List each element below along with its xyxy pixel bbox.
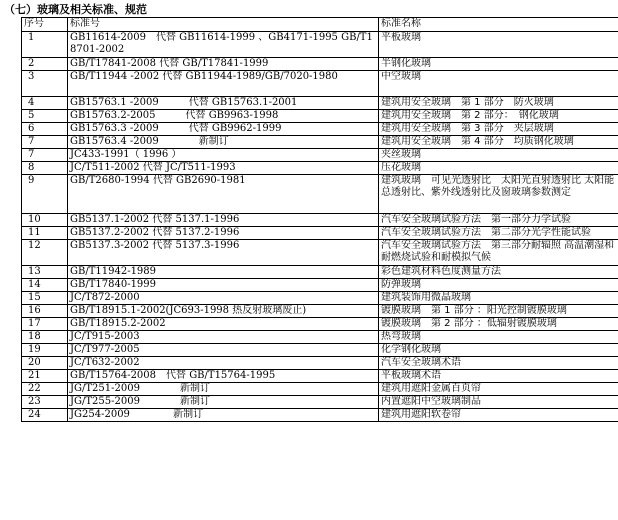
row-serial-number: 21 — [22, 370, 68, 383]
row-standard-code: JC/T511-2002 代替 JC/T511-1993 — [68, 162, 379, 175]
row-standard-code: GB15763.4 -2009 新制订 — [68, 136, 379, 149]
row-standard-name: 平板玻璃 — [379, 32, 618, 58]
table-row — [22, 240, 618, 266]
row-serial-number: 12 — [22, 240, 68, 266]
row-serial-number: 22 — [22, 383, 68, 396]
row-serial-number: 24 — [22, 409, 68, 422]
row-standard-name: 彩色建筑材料色度测量方法 — [379, 266, 618, 279]
row-standard-code: GB/T17841-2008 代替 GB/T17841-1999 — [68, 58, 379, 71]
row-serial-number: 8 — [22, 162, 68, 175]
row-standard-code: GB15763.2-2005 代替 GB9963-1998 — [68, 110, 379, 123]
row-serial-number: 1 — [22, 32, 68, 58]
row-standard-name: 建筑用遮阳软卷帘 — [379, 409, 618, 422]
table-row — [22, 227, 618, 240]
row-serial-number: 23 — [22, 396, 68, 409]
row-standard-code: GB5137.1-2002 代替 5137.1-1996 — [68, 214, 379, 227]
row-standard-name: 内置遮阳中空玻璃制品 — [379, 396, 618, 409]
table-header-row — [22, 18, 618, 32]
row-standard-code: JC/T632-2002 — [68, 357, 379, 370]
row-standard-name: 半钢化玻璃 — [379, 58, 618, 71]
row-standard-name: 压花玻璃 — [379, 162, 618, 175]
row-serial-number: 15 — [22, 292, 68, 305]
row-standard-code: GB/T2680-1994 代替 GB2690-1981 — [68, 175, 379, 214]
table-row — [22, 32, 618, 58]
row-standard-code: GB/T11944 -2002 代替 GB11944-1989/GB/7020-1980 — [68, 71, 379, 97]
table-row — [22, 214, 618, 227]
row-standard-name: 汽车安全玻璃试验方法 第三部分耐辐照 高温潮湿和耐燃烧试验和耐模拟气候 — [379, 240, 618, 266]
row-standard-name: 建筑用安全玻璃 第 1 部分 防火玻璃 — [379, 97, 618, 110]
section-title: （七）玻璃及相关标准、规范 — [4, 3, 147, 16]
row-serial-number: 19 — [22, 344, 68, 357]
row-serial-number: 9 — [22, 175, 68, 214]
row-serial-number: 6 — [22, 123, 68, 136]
standards-table — [21, 17, 618, 422]
table-row — [22, 58, 618, 71]
row-standard-code: GB15763.3 -2009 代替 GB9962-1999 — [68, 123, 379, 136]
row-standard-name: 平板玻璃术语 — [379, 370, 618, 383]
row-standard-code: JG/T251-2009 新制订 — [68, 383, 379, 396]
table-row — [22, 97, 618, 110]
row-standard-code: JG254-2009 新制订 — [68, 409, 379, 422]
table-row — [22, 110, 618, 123]
row-serial-number: 17 — [22, 318, 68, 331]
row-standard-code: GB11614-2009 代替 GB11614-1999 、GB4171-1995 GB/T18701-2002 — [68, 32, 379, 58]
row-serial-number: 2 — [22, 58, 68, 71]
table-row — [22, 292, 618, 305]
row-standard-code: GB/T18915.1-2002(JC693-1998 热反射玻璃废止) — [68, 305, 379, 318]
table-row — [22, 383, 618, 396]
row-serial-number: 3 — [22, 71, 68, 97]
table-row — [22, 266, 618, 279]
row-standard-code: GB/T17840-1999 — [68, 279, 379, 292]
row-serial-number: 5 — [22, 110, 68, 123]
row-serial-number: 7 — [22, 136, 68, 149]
table-row — [22, 149, 618, 162]
table-row — [22, 331, 618, 344]
table-row — [22, 71, 618, 97]
row-standard-name: 建筑装饰用微晶玻璃 — [379, 292, 618, 305]
row-standard-name: 化学钢化玻璃 — [379, 344, 618, 357]
table-row — [22, 123, 618, 136]
row-standard-code: GB15763.1 -2009 代替 GB15763.1-2001 — [68, 97, 379, 110]
table-row — [22, 409, 618, 422]
row-standard-code: JC/T915-2003 — [68, 331, 379, 344]
row-standard-name: 镀膜玻璃 第 1 部分 ：阳光控制镀膜玻璃 — [379, 305, 618, 318]
row-standard-code: JC433-1991（ 1996 ） — [68, 149, 379, 162]
row-standard-code: GB/T11942-1989 — [68, 266, 379, 279]
row-standard-code: GB5137.2-2002 代替 5137.2-1996 — [68, 227, 379, 240]
row-standard-name: 建筑用安全玻璃 第 4 部分 均质钢化玻璃 — [379, 136, 618, 149]
row-standard-code: GB/T15764-2008 代替 GB/T15764-1995 — [68, 370, 379, 383]
row-standard-name: 热弯玻璃 — [379, 331, 618, 344]
table-row — [22, 344, 618, 357]
row-serial-number: 20 — [22, 357, 68, 370]
table-row — [22, 396, 618, 409]
row-standard-code: JC/T872-2000 — [68, 292, 379, 305]
row-serial-number: 4 — [22, 97, 68, 110]
row-standard-name: 汽车安全玻璃试验方法 第二部分光学性能试验 — [379, 227, 618, 240]
table-row — [22, 279, 618, 292]
row-standard-name: 夹丝玻璃 — [379, 149, 618, 162]
row-standard-name: 建筑用安全玻璃 第 2 部分： 钢化玻璃 — [379, 110, 618, 123]
row-standard-name: 建筑用遮阳金属百页帘 — [379, 383, 618, 396]
row-standard-name: 汽车安全玻璃试验方法 第一部分力学试验 — [379, 214, 618, 227]
table-row — [22, 357, 618, 370]
row-standard-name: 建筑用安全玻璃 第 3 部分 夹层玻璃 — [379, 123, 618, 136]
row-standard-name: 中空玻璃 — [379, 71, 618, 97]
row-serial-number: 7 — [22, 149, 68, 162]
header-standard-name: 标准名称 — [379, 18, 618, 32]
row-standard-code: GB/T18915.2-2002 — [68, 318, 379, 331]
row-standard-code: JC/T977-2005 — [68, 344, 379, 357]
row-serial-number: 14 — [22, 279, 68, 292]
table-row — [22, 136, 618, 149]
row-standard-name: 汽车安全玻璃术语 — [379, 357, 618, 370]
table-body — [22, 32, 618, 422]
header-standard-code: 标准号 — [68, 18, 379, 32]
row-standard-name: 防弹玻璃 — [379, 279, 618, 292]
row-serial-number: 16 — [22, 305, 68, 318]
table-row — [22, 318, 618, 331]
row-standard-name: 镀膜玻璃 第 2 部分 ：低辐射镀膜玻璃 — [379, 318, 618, 331]
row-standard-name: 建筑玻璃 可见光透射比 太阳光直射透射比 太阳能总透射比、紫外线透射比及窗玻璃参数测定 — [379, 175, 618, 214]
row-serial-number: 11 — [22, 227, 68, 240]
row-serial-number: 10 — [22, 214, 68, 227]
row-serial-number: 13 — [22, 266, 68, 279]
table-row — [22, 175, 618, 214]
table-row — [22, 162, 618, 175]
table-row — [22, 370, 618, 383]
table-row — [22, 305, 618, 318]
row-standard-code: GB5137.3-2002 代替 5137.3-1996 — [68, 240, 379, 266]
row-serial-number: 18 — [22, 331, 68, 344]
header-serial-number: 序号 — [22, 18, 68, 32]
row-standard-code: JG/T255-2009 新制订 — [68, 396, 379, 409]
